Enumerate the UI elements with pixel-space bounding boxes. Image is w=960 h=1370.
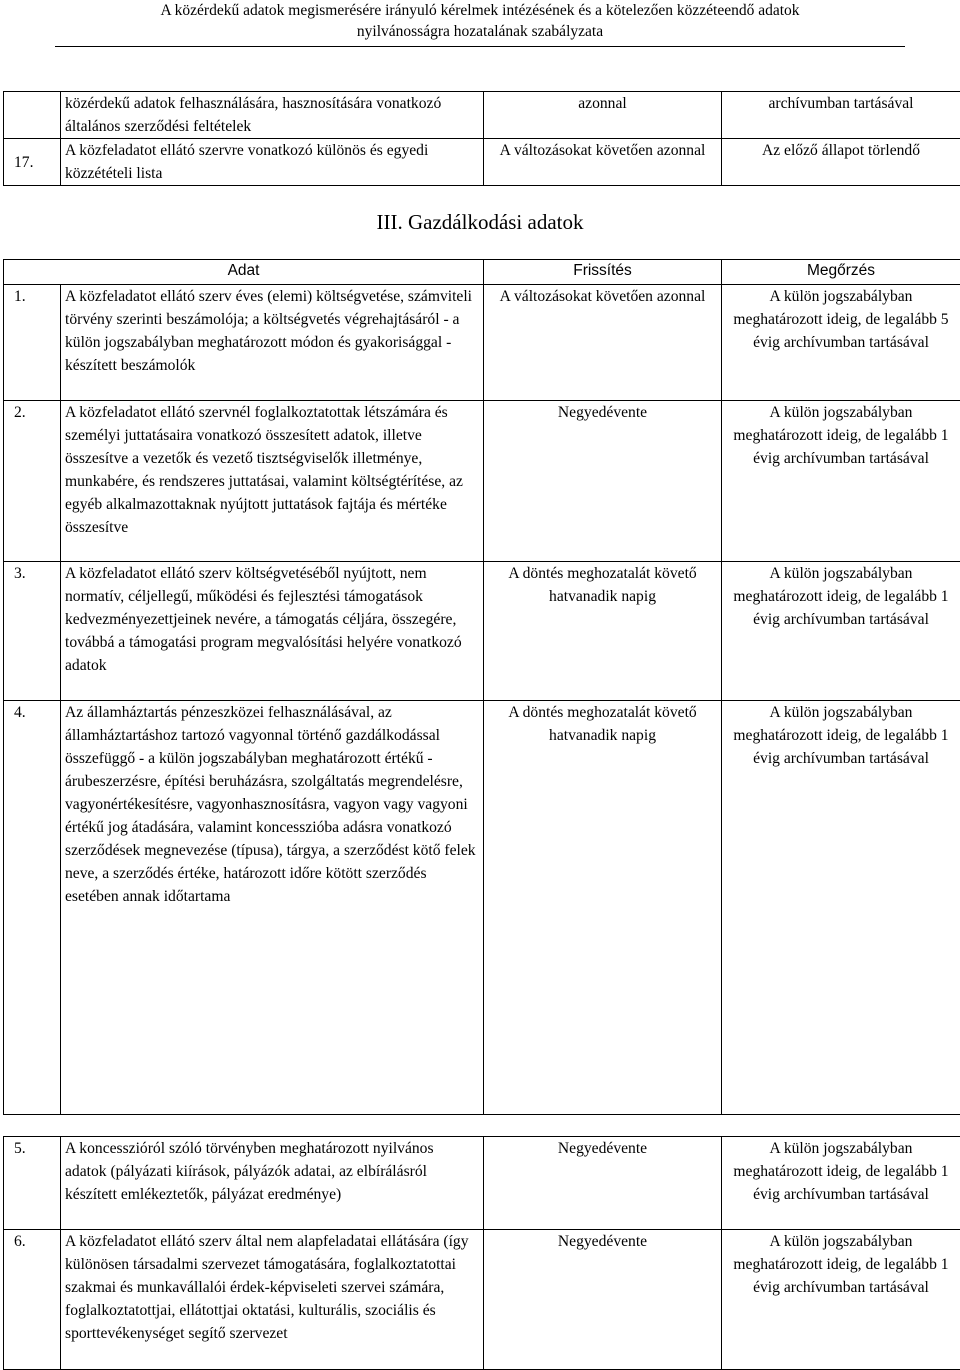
column-header-frissites: Frissítés	[484, 260, 722, 285]
row-megorzes: Az előző állapot törlendő	[722, 139, 960, 186]
row-number: 1.	[4, 285, 61, 401]
row-megorzes: archívumban tartásával	[722, 92, 960, 139]
row-number: 2.	[4, 401, 61, 562]
table-row	[4, 1137, 960, 1230]
row-frissites: A változásokat követően azonnal	[484, 139, 722, 186]
row-number: 6.	[4, 1230, 61, 1370]
continuation-table	[3, 1136, 960, 1370]
row-frissites: Negyedévente	[484, 401, 722, 562]
main-table	[3, 259, 960, 1115]
row-number: 3.	[4, 562, 61, 701]
row-adat: A koncesszióról szóló törvényben meghatározott nyilvános adatok (pályázati kiírások, pályázók adatai, az elbírálásról készített emlékeztetők, pályázat eredménye)	[61, 1137, 484, 1230]
table-header-row	[4, 260, 960, 285]
table-row	[4, 562, 960, 701]
row-megorzes: A külön jogszabályban meghatározott ideig, de legalább 1 évig archívumban tartásával	[722, 1230, 960, 1370]
table-row	[4, 139, 960, 186]
row-frissites: Negyedévente	[484, 1230, 722, 1370]
row-adat: közérdekű adatok felhasználására, hasznosítására vonatkozó általános szerződési feltételek	[61, 92, 484, 139]
row-frissites: A döntés meghozatalát követő hatvanadik napig	[484, 701, 722, 1115]
row-number: 17.	[4, 139, 61, 186]
row-adat: A közfeladatot ellátó szerv által nem alapfeladatai ellátására (így különösen társadalmi szervezet támogatására, foglalkoztatottai szakmai és munkavállalói érdek-képviseleti szervei számára, foglalkoztatottjai, ellátottjai oktatási, kulturális, szociális és sporttevékenységet segítő szervezet	[61, 1230, 484, 1370]
row-megorzes: A külön jogszabályban meghatározott ideig, de legalább 5 évig archívumban tartásával	[722, 285, 960, 401]
row-megorzes: A külön jogszabályban meghatározott ideig, de legalább 1 évig archívumban tartásával	[722, 401, 960, 562]
top-table	[3, 91, 960, 186]
row-frissites: A változásokat követően azonnal	[484, 285, 722, 401]
row-number: 4.	[4, 701, 61, 1115]
row-megorzes: A külön jogszabályban meghatározott ideig, de legalább 1 évig archívumban tartásával	[722, 1137, 960, 1230]
row-number: 5.	[4, 1137, 61, 1230]
header-title-line1: A közérdekű adatok megismerésére irányuló kérelmek intézésének és a kötelezően közzéteendő adatok	[0, 0, 960, 21]
row-adat: Az államháztartás pénzeszközei felhasználásával, az államháztartáshoz tartozó vagyonnal történő gazdálkodással összefüggő - a külön jogszabályban meghatározott értékű - árubeszerzésre, építési beruházásra, szolgáltatás megrendelésre, vagyonértékesítésre, vagyonhasznosításra, vagyon vagy vagyoni értékű jog átadására, valamint koncesszióba adásra vonatkozó szerződések megnevezése (típusa), tárgya, a szerződést kötő felek neve, a szerződés értéke, határozott időre kötött szerződés esetében annak időtartama	[61, 701, 484, 1115]
row-adat: A közfeladatot ellátó szerv költségvetéséből nyújtott, nem normatív, céljellegű, működési és fejlesztési támogatások kedvezményezettjeinek nevére, a támogatás céljára, összegére, továbbá a támogatási program megvalósítási helyére vonatkozó adatok	[61, 562, 484, 701]
row-megorzes: A külön jogszabályban meghatározott ideig, de legalább 1 évig archívumban tartásával	[722, 562, 960, 701]
row-megorzes: A külön jogszabályban meghatározott ideig, de legalább 1 évig archívumban tartásával	[722, 701, 960, 1115]
row-adat: A közfeladatot ellátó szervre vonatkozó különös és egyedi közzétételi lista	[61, 139, 484, 186]
table-row	[4, 1230, 960, 1370]
header-title-line2: nyilvánosságra hozatalának szabályzata	[0, 21, 960, 42]
row-number	[4, 92, 61, 139]
column-header-megorzes: Megőrzés	[722, 260, 960, 285]
row-frissites: A döntés meghozatalát követő hatvanadik napig	[484, 562, 722, 701]
section-title: III. Gazdálkodási adatok	[0, 210, 960, 235]
row-frissites: azonnal	[484, 92, 722, 139]
header-divider	[55, 46, 905, 47]
column-header-adat: Adat	[4, 260, 484, 285]
row-adat: A közfeladatot ellátó szervnél foglalkoztatottak létszámára és személyi juttatásaira vonatkozó összesített adatok, illetve összesítve a vezetők és vezető tisztségviselők illetménye, munkabére, és rendszeres juttatásai, valamint költségtérítése, az egyéb alkalmazottaknak nyújtott juttatások fajtája és mértéke összesítve	[61, 401, 484, 562]
row-adat: A közfeladatot ellátó szerv éves (elemi) költségvetése, számviteli törvény szerinti beszámolója; a költségvetés végrehajtásáról - a külön jogszabályban meghatározott módon és gyakorisággal - készített beszámolók	[61, 285, 484, 401]
table-row	[4, 285, 960, 401]
table-row	[4, 92, 960, 139]
table-row	[4, 701, 960, 1115]
table-row	[4, 401, 960, 562]
row-frissites: Negyedévente	[484, 1137, 722, 1230]
